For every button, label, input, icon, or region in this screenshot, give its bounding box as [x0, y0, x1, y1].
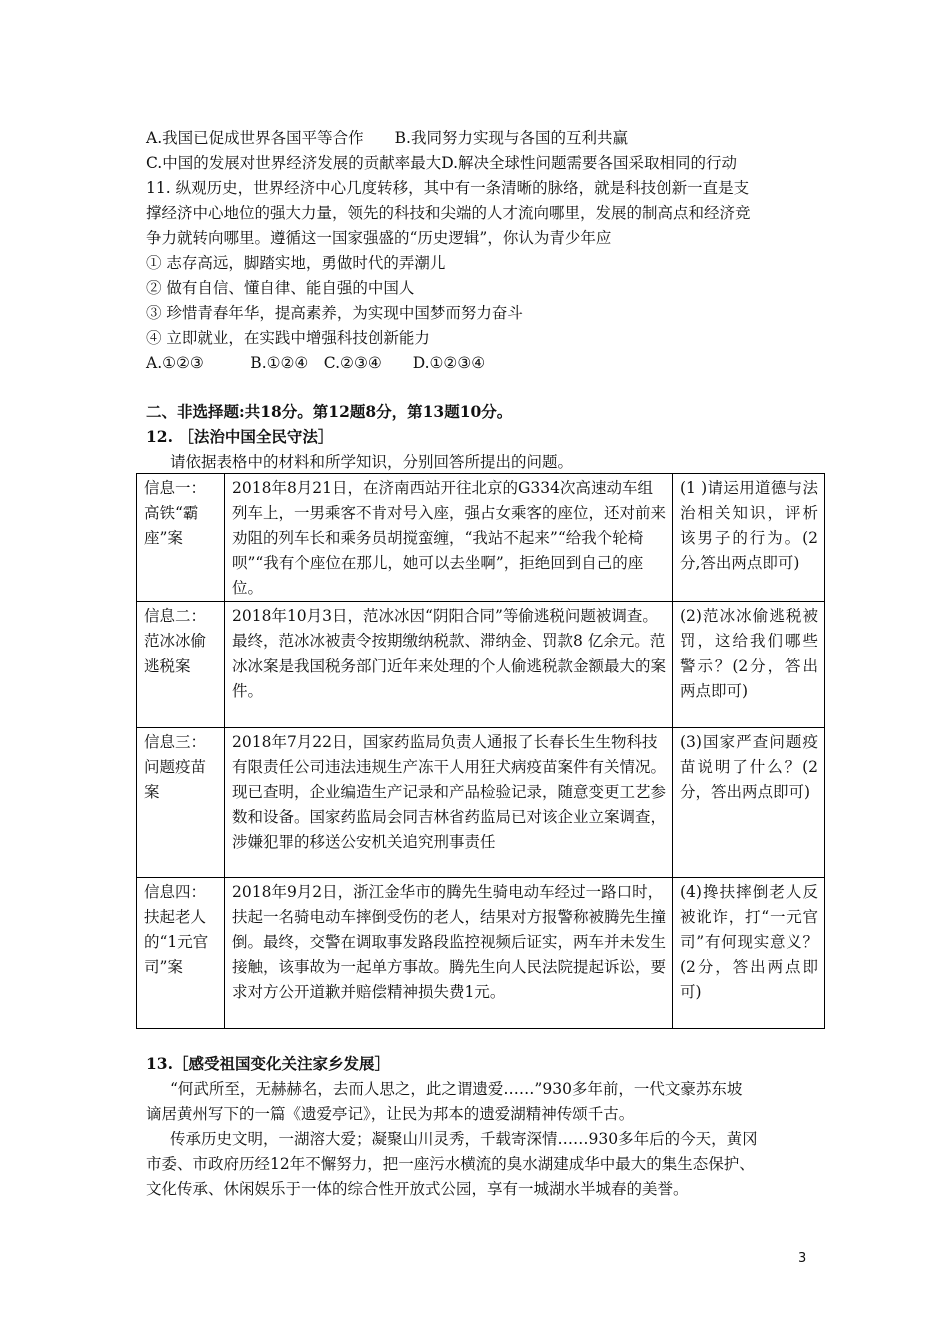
q10-options-ab: A.我国已促成世界各国平等合作 B.我同努力实现与各国的互利共赢: [146, 129, 628, 147]
q11-stem-line: 11. 纵观历史，世界经济中心几度转移，其中有一条清晰的脉络，就是科技创新一直是支: [146, 179, 750, 197]
table-row: [137, 474, 825, 602]
q12-title: 12. ［法治中国全民守法］: [146, 427, 334, 446]
row-label: 信息三：问题疫苗案: [137, 728, 225, 878]
row-question: (2)范冰冰偷逃税被罚，这给我们哪些警示？(2分，答出两点即可): [673, 602, 825, 728]
section-heading: 二、非选择题:共18分。第12题8分，第13题10分。: [146, 402, 513, 421]
q12-info-table: [136, 473, 825, 1029]
q11-options: A.①②③ B.①②④ C.②③④ D.①②③④: [146, 354, 486, 372]
row-material: 2018年9月2日，浙江金华市的腾先生骑电动车经过一路口时，扶起一名骑电动车摔倒受伤的老人，结果对方报警称被腾先生撞倒。最终，交警在调取事发路段监控视频后证实，两车并未发生接触，该事故为一起单方事故。腾先生向人民法院提起诉讼，要求对方公开道歉并赔偿精神损失费1元。: [225, 878, 673, 1029]
q11-item: ② 做有自信、懂自律、能自强的中国人: [146, 279, 415, 297]
table-row: [137, 878, 825, 1029]
page-number: 3: [798, 1251, 807, 1266]
row-material: 2018年7月22日，国家药监局负责人通报了长春长生生物科技有限责任公司违法违规生产冻干人用狂犬病疫苗案件有关情况。现已查明，企业编造生产记录和产品检验记录，随意变更工艺参数和设备。国家药监局会同吉林省药监局已对该企业立案调查，涉嫌犯罪的移送公安机关追究刑事责任: [225, 728, 673, 878]
q13-title: 13.［感受祖国变化关注家乡发展］: [146, 1054, 390, 1073]
row-label: 信息二：范冰冰偷逃税案: [137, 602, 225, 728]
q13-paragraph-line: “何武所至，无赫赫名，去而人思之，此之谓遗爱……”930多年前，一代文豪苏东坡: [170, 1080, 743, 1098]
row-label: 信息一：高铁“霸座”案: [137, 474, 225, 602]
q11-item: ④ 立即就业，在实践中增强科技创新能力: [146, 329, 430, 347]
q11-item: ③ 珍惜青春年华，提高素养，为实现中国梦而努力奋斗: [146, 304, 523, 322]
row-material: 2018年8月21日，在济南西站开往北京的G334次高速动车组列车上，一男乘客不肯对号入座，强占女乘客的座位，还对前来劝阻的列车长和乘务员胡搅蛮缠，“我站不起来”“给我个轮椅呗”“我有个座位在那儿，她可以去坐啊”，拒绝回到自己的座位。: [225, 474, 673, 602]
q10-options-cd: C.中国的发展对世界经济发展的贡献率最大D.解决全球性问题需要各国采取相同的行动: [146, 154, 738, 172]
q11-item: ① 志存高远，脚踏实地，勇做时代的弄潮儿: [146, 254, 446, 272]
q13-paragraph-line: 谪居黄州写下的一篇《遗爱亭记》，让民为邦本的遗爱湖精神传颂千古。: [146, 1105, 635, 1123]
row-question: (1 )请运用道德与法治相关知识，评析该男子的行为。(2分,答出两点即可): [673, 474, 825, 602]
row-question: (4)搀扶摔倒老人反被讹诈，打“一元官司”有何现实意义？(2分，答出两点即可): [673, 878, 825, 1029]
q11-stem-line: 撑经济中心地位的强大力量，领先的科技和尖端的人才流向哪里，发展的制高点和经济竞: [146, 204, 751, 222]
q13-paragraph-line: 市委、市政府历经12年不懈努力，把一座污水横流的臭水湖建成华中最大的集生态保护、: [146, 1155, 755, 1173]
q13-paragraph-line: 传承历史文明，一湖溶大爱；凝聚山川灵秀，千载寄深情……930多年后的今天，黄冈: [170, 1130, 758, 1148]
q12-intro: 请依据表格中的材料和所学知识，分别回答所提出的问题。: [170, 453, 574, 471]
table-row: [137, 728, 825, 878]
row-question: (3)国家严查问题疫苗说明了什么？(2 分，答出两点即可): [673, 728, 825, 878]
row-material: 2018年10月3日，范冰冰因“阴阳合同”等偷逃税问题被调查。最终，范冰冰被责令按期缴纳税款、滞纳金、罚款8 亿余元。范冰冰案是我国税务部门近年来处理的个人偷逃税款金额最大的案件。: [225, 602, 673, 728]
q11-stem-line: 争力就转向哪里。遵循这一国家强盛的“历史逻辑”，你认为青少年应: [146, 229, 612, 247]
row-label: 信息四：扶起老人的“1元官司”案: [137, 878, 225, 1029]
q13-paragraph-line: 文化传承、休闲娱乐于一体的综合性开放式公园，享有一城湖水半城春的美誉。: [146, 1180, 689, 1198]
table-row: [137, 602, 825, 728]
